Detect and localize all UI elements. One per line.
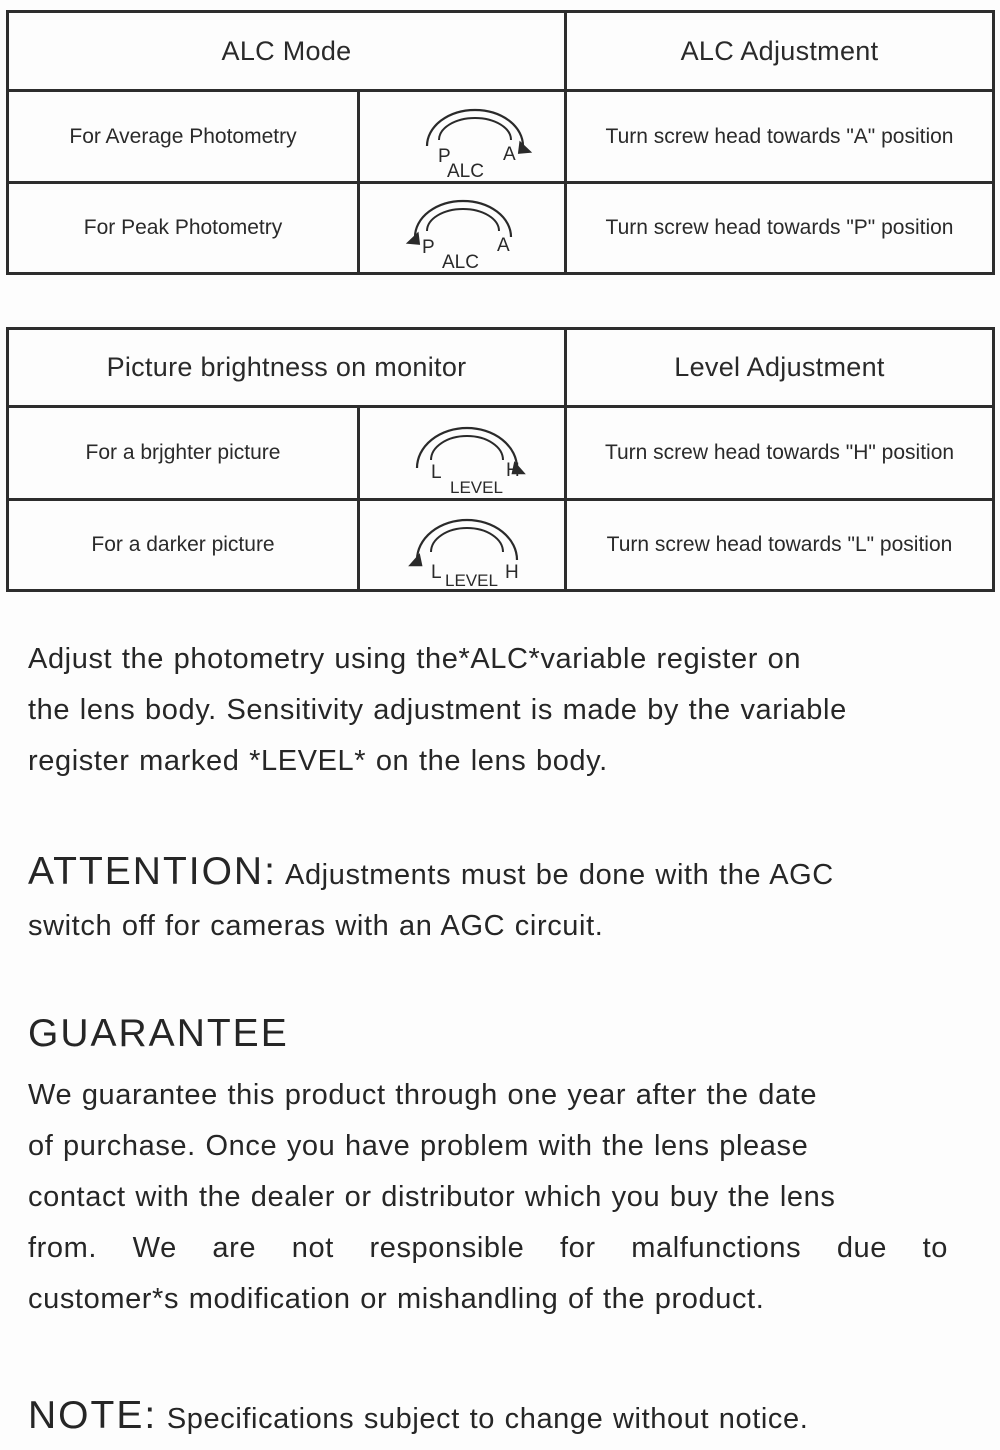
level-instruction: Turn screw head towards "L" position — [566, 500, 994, 591]
dial-center-label: LEVEL — [445, 571, 498, 588]
dial-left-label: L — [431, 462, 442, 483]
dial-left-label: P — [422, 237, 435, 258]
guarantee-line: We guarantee this product through one year after the date — [28, 1079, 818, 1111]
dial-right-label: A — [503, 143, 516, 165]
attention-line: switch off for cameras with an AGC circuit. — [28, 910, 604, 942]
dial-center-label: LEVEL — [450, 478, 503, 496]
alc-instruction: Turn screw head towards "A" position — [566, 91, 994, 183]
level-dial-left-icon — [387, 502, 537, 588]
alc-mode-label: For Peak Photometry — [8, 183, 359, 274]
alc-dial-diagram — [359, 183, 566, 274]
guarantee-line: customer*s modification or mishandling of the product. — [28, 1283, 765, 1315]
table-row — [8, 91, 994, 183]
alc-mode-header: ALC Mode — [8, 12, 566, 91]
brightness-header: Picture brightness on monitor — [8, 329, 566, 407]
dial-left-label: L — [431, 562, 442, 583]
table-row — [8, 183, 994, 274]
note-text: Specifications subject to change without notice. — [166, 1403, 809, 1435]
adjustment-paragraph — [28, 634, 948, 787]
guarantee-line: of purchase. Once you have problem with the lens please — [28, 1130, 809, 1162]
alc-dial-right-icon — [387, 94, 537, 180]
level-adjustment-header: Level Adjustment — [566, 329, 994, 407]
level-adjustment-table — [6, 327, 995, 592]
dial-right-label: A — [497, 235, 510, 256]
note-label: NOTE: — [28, 1394, 158, 1437]
alc-instruction: Turn screw head towards "P" position — [566, 183, 994, 274]
guarantee-paragraph — [28, 1070, 948, 1325]
alc-adjustment-header: ALC Adjustment — [566, 12, 994, 91]
table-row — [8, 407, 994, 500]
table-row — [8, 500, 994, 591]
dial-right-label: H — [506, 460, 520, 481]
level-instruction: Turn screw head towards "H" position — [566, 407, 994, 500]
alc-adjustment-table — [6, 10, 995, 275]
brightness-mode-label: For a darker picture — [8, 500, 359, 591]
attention-paragraph — [28, 846, 948, 952]
attention-line — [28, 846, 948, 901]
dial-center-label: ALC — [447, 160, 484, 180]
level-dial-diagram — [359, 500, 566, 591]
table-header-row — [8, 12, 994, 91]
guarantee-title: GUARANTEE — [28, 1012, 289, 1055]
level-dial-right-icon — [387, 410, 537, 496]
note-paragraph — [28, 1390, 948, 1445]
alc-dial-left-icon — [387, 185, 537, 271]
alc-dial-diagram — [359, 91, 566, 183]
dial-left-label: P — [438, 145, 451, 167]
note-line — [28, 1390, 948, 1445]
guarantee-line: contact with the dealer or distributor which you buy the lens — [28, 1181, 836, 1213]
brightness-mode-label: For a brjghter picture — [8, 407, 359, 500]
paragraph-line: register marked *LEVEL* on the lens body. — [28, 745, 608, 777]
table-header-row — [8, 329, 994, 407]
attention-text: Adjustments must be done with the AGC — [285, 859, 834, 891]
guarantee-line: from. We are not responsible for malfunctions due to — [28, 1232, 948, 1264]
paragraph-line: Adjust the photometry using the*ALC*variable register on — [28, 643, 802, 675]
dial-center-label: ALC — [442, 252, 479, 271]
alc-mode-label: For Average Photometry — [8, 91, 359, 183]
level-dial-diagram — [359, 407, 566, 500]
paragraph-line: the lens body. Sensitivity adjustment is made by the variable — [28, 694, 847, 726]
attention-label: ATTENTION: — [28, 850, 277, 893]
dial-right-label: H — [505, 562, 519, 583]
